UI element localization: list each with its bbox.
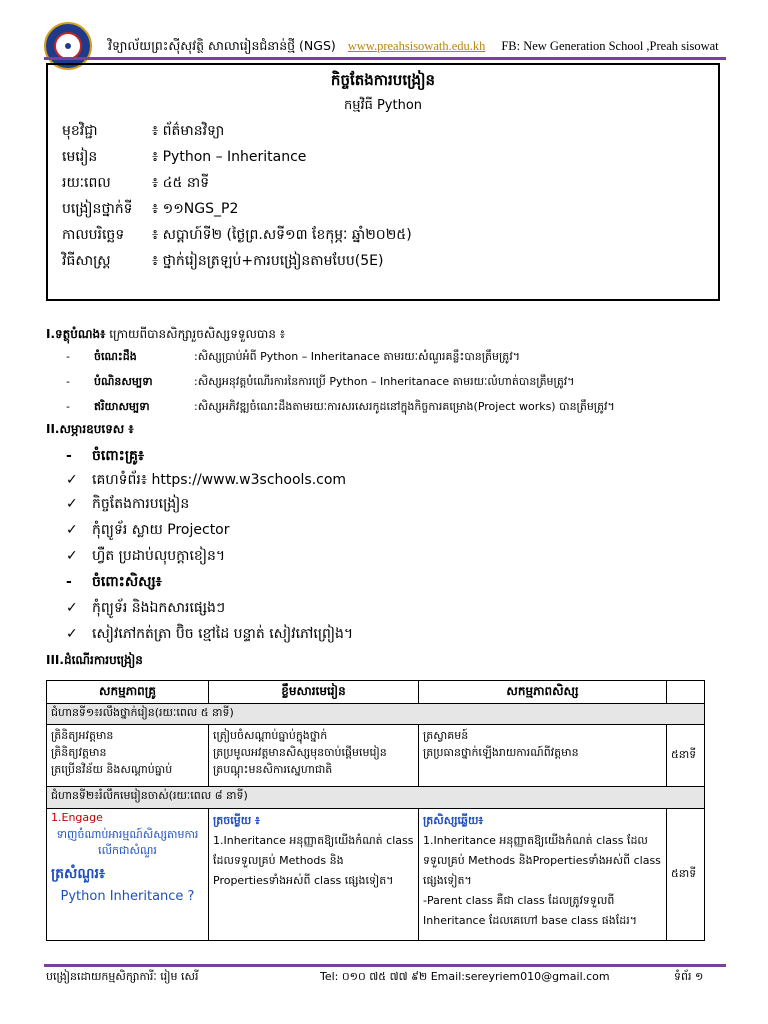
student-materials-label: - ចំពោះសិស្ស៖ <box>66 574 162 590</box>
footer-teacher: បង្រៀនដោយកម្មសិក្សាការីៈ រៀម សេរី <box>46 970 199 983</box>
answer-label: ត្រចម្លើយ ៖ <box>213 814 260 827</box>
col-teacher-activity: សកម្មភាពគ្រូ <box>47 681 209 704</box>
facebook-text: FB: New Generation School ,Preah sisowat <box>501 39 719 53</box>
student-answer-label: ត្រសិស្សឆ្លើយ៖ <box>423 814 484 827</box>
step1-content-cell: ត្រៀបចំសណ្ដាប់ធ្នាប់ក្នុងថ្នាក់ ត្រប្រមូលអវត្តមានសិស្សមុនចាប់ផ្តើមមេរៀន ត្របណ្ដុះមនសិការស្នេហាជាតិ <box>209 725 419 787</box>
teacher-materials-label: - ចំពោះគ្រូ៖ <box>66 448 145 464</box>
step1-student-cell: ត្រស្វាគមន៍ ត្រប្រធានថ្នាក់ឡើងរាយការណ៍ពីវត្តមាន <box>419 725 667 787</box>
answer-text: 1.Inheritance អនុញ្ញាតឱ្យយើងកំណត់ class ដែលទទួលគ្រប់ Methods និង Propertiesទាំងអស់ពី class ផ្សេងទៀត។ <box>213 834 414 887</box>
question-label: ត្រសំណួរ៖ <box>51 866 106 882</box>
info-row-lesson: មេរៀន ៖ Python – Inheritance <box>62 149 307 165</box>
step2-row <box>47 809 705 941</box>
info-row-subject: មុខវិជ្ជា ៖ ព័ត៌មានវិទ្យា <box>62 123 225 139</box>
student-answer-text-2: -Parent class គឺជា class ដែលត្រូវទទួលពី Inheritance ដែលគេហៅ base class ផងដែរ។ <box>423 894 637 927</box>
col-student-activity: សកម្មភាពសិស្ស <box>419 681 667 704</box>
student-material-item: ✓ សៀវភៅកត់ត្រា ប៊ិច ខ្មៅដៃ បន្ទាត់ សៀវភៅព្រៀង។ <box>66 626 354 642</box>
lesson-plan-subtitle: កម្មវិធី Python <box>343 98 423 113</box>
header-rule <box>44 57 726 60</box>
teacher-material-item: ✓ កុំព្យូទ័រ ស្លាយ Projector <box>66 522 230 538</box>
materials-heading: II.សម្ភារឧបទេស ៖ <box>46 422 134 436</box>
step2-content-cell <box>209 809 419 941</box>
teacher-material-item: ✓ កិច្ចតែងការបង្រៀន <box>66 496 190 512</box>
footer-rule <box>44 964 726 967</box>
procedure-heading: III.ដំណើរការបង្រៀន <box>46 653 143 667</box>
step2-student-cell <box>419 809 667 941</box>
step1-title: ជំហានទី១៖រលឹងថ្នាក់រៀន(រយៈពេល ៥ នាទី) <box>47 704 705 725</box>
footer-contact: Tel: ០១០ ៧៥ ៧៧ ៩២ Email:sereyriem010@gmail.com <box>320 970 610 983</box>
lesson-info-box <box>46 63 720 301</box>
engage-text: ទាញចំណាប់អារម្មណ៍សិស្សតាមការលើកជាសំណួរ <box>56 828 199 857</box>
lesson-procedure-table <box>46 680 705 941</box>
table-header-row <box>47 681 705 704</box>
engage-label: 1.Engage <box>51 811 103 824</box>
teacher-material-item: ✓ ហ្វឺត ប្រដាប់លុបក្ដាខៀន។ <box>66 548 226 564</box>
step2-title: ជំហានទី២៖រំលឹកមេរៀនចាស់(រយៈពេល ៨ នាទី) <box>47 787 705 809</box>
info-row-class: បង្រៀនថ្នាក់ទី ៖ ១១NGS_P2 <box>62 201 239 217</box>
step1-time: ៥នាទី <box>667 725 705 787</box>
col-time <box>667 681 705 704</box>
lesson-plan-title: កិច្ចតែងការបង្រៀន <box>330 71 436 89</box>
objectives-heading: I.ទត្ថុបំណង៖ ក្រោយពីបានសិក្សារួចសិស្សទទួលបាន ៖ <box>46 327 286 341</box>
question-text: Python Inheritance ? <box>60 889 195 904</box>
school-name: វិទ្យាល័យព្រះស៊ីសុវត្ថិ សាលារៀនជំនាន់ថ្មី (NGS) <box>108 38 336 53</box>
info-row-date: កាលបរិច្ឆេទ ៖ សប្តាហ៍ទី២ (ថ្ងៃព្រ.សទី១៣ ខែកុម្ភៈ ឆ្នាំ២០២៥) <box>62 227 412 243</box>
footer-page-number: ទំព័រ ១ <box>674 970 704 983</box>
step2-teacher-cell <box>47 809 209 941</box>
step1-title-row <box>47 704 705 725</box>
col-lesson-content: ខ្លឹមសារមេរៀន <box>209 681 419 704</box>
objective-knowledge: - ចំណេះដឹង :សិស្សប្រាប់អំពី Python – Inheritanace តាមរយៈសំណួរគន្លឹះបានត្រឹមត្រូវ។ <box>66 350 521 363</box>
objective-skills: - បំណិនសម្បទា :សិស្សអនុវត្តបំណើរការនៃការប្រើ Python – Inheritanace តាមរយៈលំហាត់បានត្រឹមត្រូវ។ <box>66 375 575 388</box>
step1-row <box>47 725 705 787</box>
objective-attitude: - ឥរិយាសម្បទា :សិស្សអភិវឌ្ឍចំណេះដឹងតាមរយៈការសរសេរកូដនៅក្នុងកិច្ចការគម្រោង(Project works) បានត្រឹមត្រូវ។ <box>66 400 615 413</box>
student-material-item: ✓ កុំព្យូទ័រ និងឯកសារផ្សេងៗ <box>66 600 226 616</box>
info-row-duration: រយៈពេល ៖ ៤៥ នាទី <box>62 175 210 191</box>
page-header <box>108 38 719 57</box>
step2-title-row <box>47 787 705 809</box>
website-link[interactable]: www.preahsisowath.edu.kh <box>347 39 486 53</box>
teacher-material-item: ✓ គេហទំព័រ៖ https://www.w3schools.com <box>66 472 347 488</box>
student-answer-text: 1.Inheritance អនុញ្ញាតឱ្យយើងកំណត់ class ដែលទទួលគ្រប់ Methods និងPropertiesទាំងអស់ពី class ផ្សេងទៀត។ <box>423 834 661 887</box>
step1-teacher-cell: ត្រិនិត្យអវត្តមាន ត្រិនិត្យវត្តមាន ត្រប្រើនវិន័យ និងសណ្ដាប់ធ្នាប់ <box>47 725 209 787</box>
info-row-method: វិធីសាស្រ្ត ៖ ថ្នាក់រៀនត្រឡប់+ការបង្រៀនតាមបែប(5E) <box>62 253 384 269</box>
step2-time: ៥នាទី <box>667 809 705 941</box>
